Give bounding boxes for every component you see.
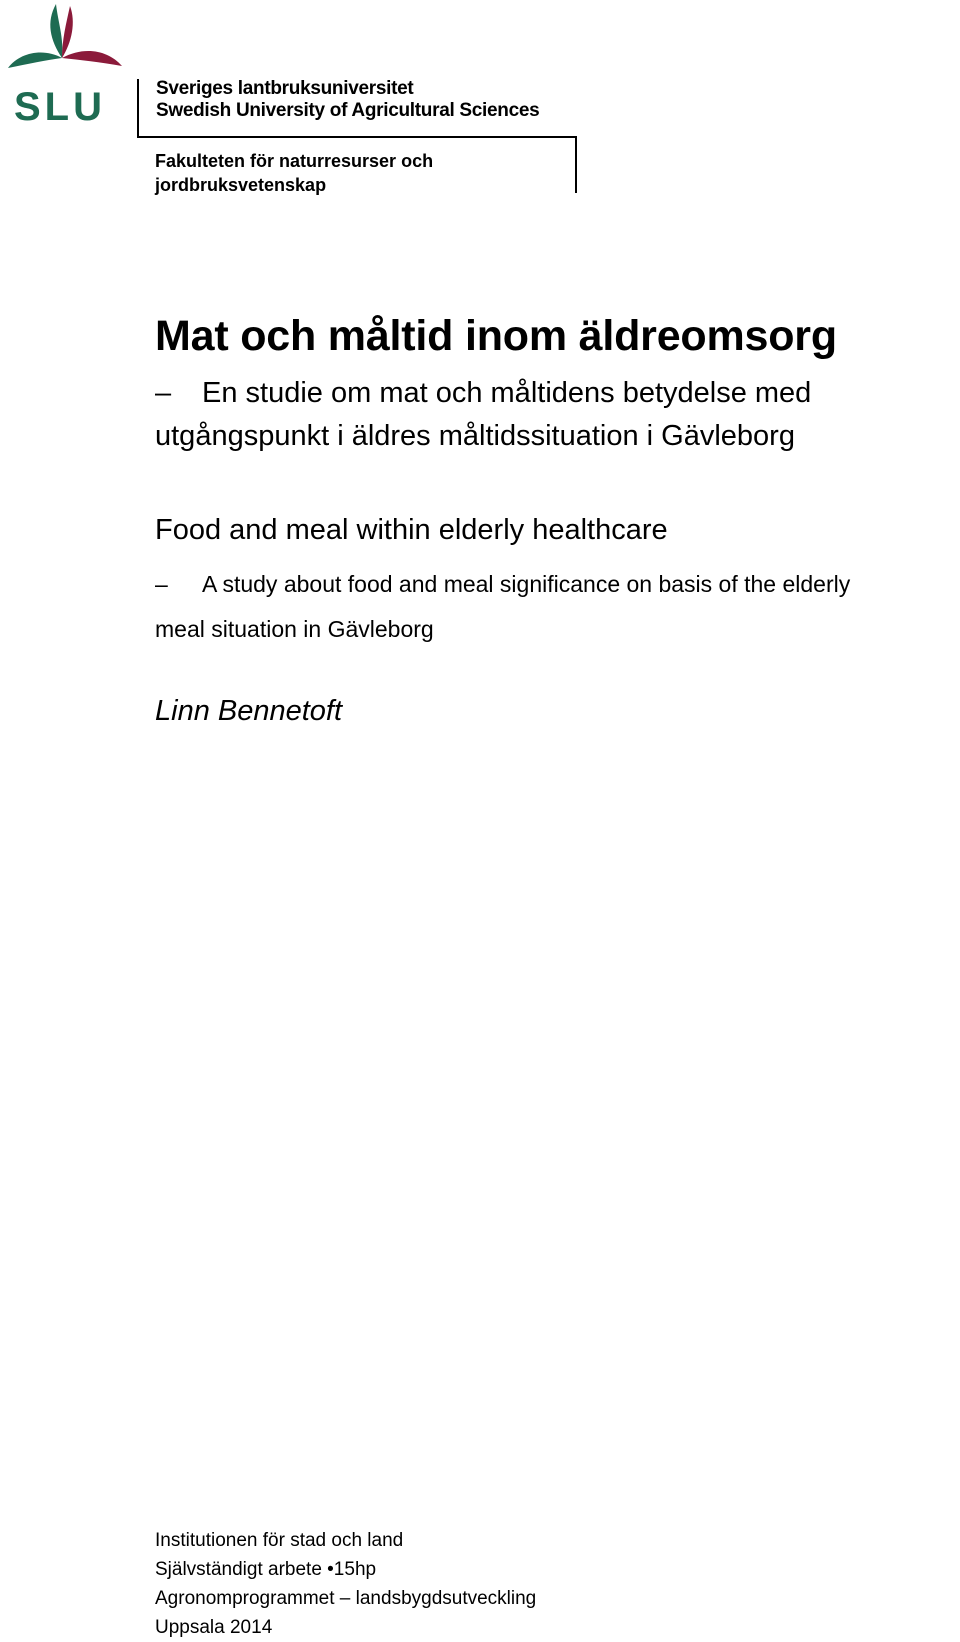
university-name-sv: Sveriges lantbruksuniversitet xyxy=(156,78,414,99)
slu-logo xyxy=(0,0,126,124)
footer-info xyxy=(155,1526,536,1642)
university-name-en: Swedish University of Agricultural Sciences xyxy=(156,100,540,121)
footer-work-type: Självständigt arbete •15hp xyxy=(155,1559,377,1580)
faculty-box-right-border xyxy=(575,136,577,193)
logo-leaf-center xyxy=(50,4,62,58)
subtitle-en-dash: – xyxy=(155,571,168,597)
thesis-title-en: Food and meal within elderly healthcare xyxy=(155,514,668,546)
subtitle-en-line-1: A study about food and meal significance on basis of the elderly xyxy=(202,571,851,597)
subtitle-en-line-2: meal situation in Gävleborg xyxy=(155,616,434,642)
thesis-title-sv: Mat och måltid inom äldreomsorg xyxy=(155,312,837,360)
thesis-subtitle-sv xyxy=(155,372,915,458)
logo-leaf-left xyxy=(8,53,62,68)
faculty-line-1: Fakulteten för naturresurser och xyxy=(155,151,434,171)
faculty-name xyxy=(155,149,555,197)
header-divider-vertical xyxy=(137,79,139,138)
subtitle-sv-dash: – xyxy=(155,377,172,409)
subtitle-sv-line-1: En studie om mat och måltidens betydelse med xyxy=(202,377,812,409)
thesis-subtitle-en xyxy=(155,562,960,652)
footer-programme: Agronomprogrammet – landsbygdsutveckling xyxy=(155,1588,537,1609)
footer-department: Institutionen för stad och land xyxy=(155,1530,404,1551)
faculty-line-2: jordbruksvetenskap xyxy=(155,175,327,195)
footer-place-year: Uppsala 2014 xyxy=(155,1617,273,1638)
logo-leaf-right xyxy=(62,51,122,66)
subtitle-sv-line-2: utgångspunkt i äldres måltidssituation i Gävleborg xyxy=(155,420,795,452)
slu-logo-mark xyxy=(0,0,126,124)
author-name: Linn Bennetoft xyxy=(155,695,343,727)
header-divider-horizontal xyxy=(137,136,577,138)
logo-text: SLU xyxy=(14,85,106,124)
logo-leaf-right-upper xyxy=(62,6,73,58)
